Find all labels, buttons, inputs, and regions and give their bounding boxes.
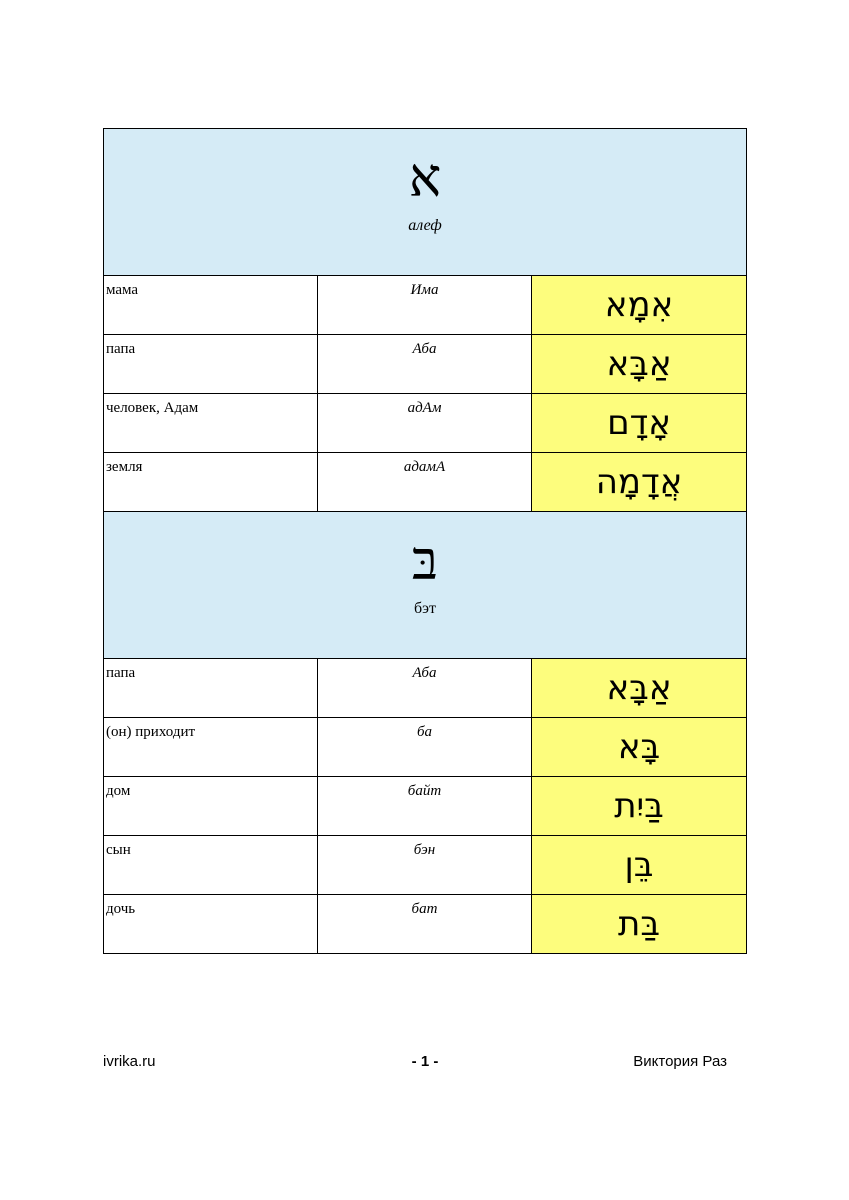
table-row xyxy=(104,777,747,836)
transliteration: адамА xyxy=(318,453,532,512)
footer-page-number: - 1 - xyxy=(411,1053,439,1070)
russian-word: (он) приходит xyxy=(104,718,318,777)
footer-site: ivrika.ru xyxy=(103,1053,156,1070)
hebrew-word: אַבָּא xyxy=(532,335,747,394)
russian-word: папа xyxy=(104,659,318,718)
transliteration: байт xyxy=(318,777,532,836)
letter-header-bet xyxy=(104,512,747,659)
hebrew-word: אַבָּא xyxy=(532,659,747,718)
transliteration: бат xyxy=(318,895,532,954)
letter-glyph: א xyxy=(408,146,442,209)
letter-glyph: בּ xyxy=(412,529,439,592)
hebrew-word: בֵּן xyxy=(532,836,747,895)
transliteration: Аба xyxy=(318,335,532,394)
russian-word: дом xyxy=(104,777,318,836)
vocabulary-table xyxy=(103,128,747,954)
table-row xyxy=(104,335,747,394)
letter-name: бэт xyxy=(414,600,437,617)
russian-word: человек, Адам xyxy=(104,394,318,453)
table-row xyxy=(104,718,747,777)
transliteration: Аба xyxy=(318,659,532,718)
table-row xyxy=(104,659,747,718)
footer-author: Виктория Раз xyxy=(633,1053,727,1070)
russian-word: дочь xyxy=(104,895,318,954)
russian-word: сын xyxy=(104,836,318,895)
hebrew-word: בַּת xyxy=(532,895,747,954)
table-row xyxy=(104,836,747,895)
hebrew-word: בָּא xyxy=(532,718,747,777)
hebrew-word: אָדָם xyxy=(532,394,747,453)
transliteration: адАм xyxy=(318,394,532,453)
table-row xyxy=(104,394,747,453)
russian-word: мама xyxy=(104,276,318,335)
hebrew-word: אִמָא xyxy=(532,276,747,335)
letter-name: алеф xyxy=(408,217,442,234)
table-row xyxy=(104,276,747,335)
transliteration: бэн xyxy=(318,836,532,895)
hebrew-word: אֲדָמָה xyxy=(532,453,747,512)
hebrew-word: בַּיִת xyxy=(532,777,747,836)
transliteration: Има xyxy=(318,276,532,335)
letter-header-alef xyxy=(104,129,747,276)
table-row xyxy=(104,895,747,954)
transliteration: ба xyxy=(318,718,532,777)
russian-word: папа xyxy=(104,335,318,394)
russian-word: земля xyxy=(104,453,318,512)
table-row xyxy=(104,453,747,512)
